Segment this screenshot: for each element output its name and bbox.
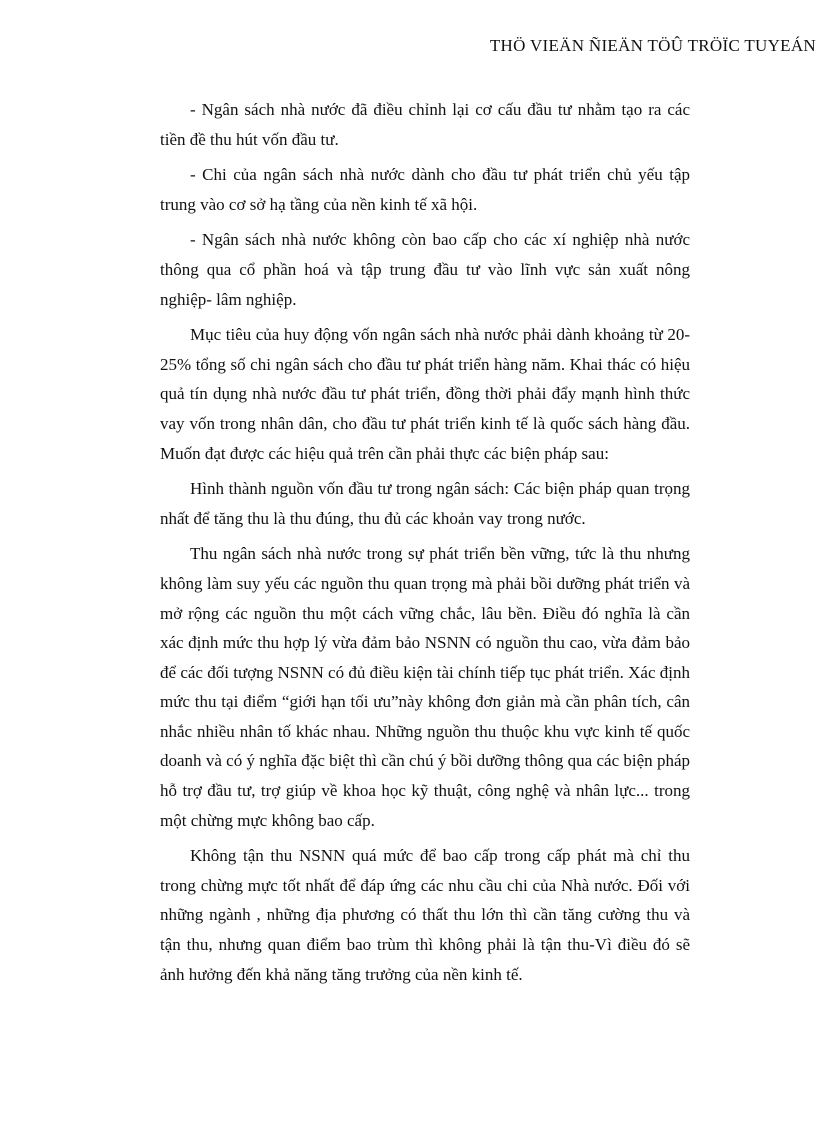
paragraph-1: - Ngân sách nhà nước đã điều chỉnh lại cơ cấu đầu tư nhằm tạo ra các tiền đề thu hút vốn đầu tư. [160, 100, 690, 149]
paragraph-3: - Ngân sách nhà nước không còn bao cấp cho các xí nghiệp nhà nước thông qua cổ phần hoá và tập trung đầu tư vào lĩnh vực sản xuất nông nghiệp- lâm nghiệp. [160, 230, 690, 309]
page-header: THÖ VIEÄN ÑIEÄN TÖÛ TRÖÏC TUYEÁN [489, 36, 816, 55]
paragraph-4: Mục tiêu của huy động vốn ngân sách nhà nước phải dành khoảng từ 20- 25% tổng số chi ngân sách cho đầu tư phát triển hàng năm. Khai thác có hiệu quả tín dụng nhà nước đầu tư phát triển, đồng thời phải đẩy mạnh hình thức vay vốn trong nhân dân, cho đầu tư phát triển kinh tế là quốc sách hàng đầu. Muốn đạt được các hiệu quả trên cần phải thực các biện pháp sau: [160, 325, 690, 463]
document-body [160, 95, 690, 995]
paragraph-5: Hình thành nguồn vốn đầu tư trong ngân sách: Các biện pháp quan trọng nhất để tăng thu là thu đúng, thu đủ các khoản vay trong nước. [160, 479, 690, 528]
paragraph-6: Thu ngân sách nhà nước trong sự phát triển bền vững, tức là thu nhưng không làm suy yếu các nguồn thu quan trọng mà phải bồi dưỡng phát triển và mở rộng các nguồn thu một cách vững chắc, lâu bền. Điều đó nghĩa là cần xác định mức thu hợp lý vừa đảm bảo NSNN có nguồn thu cao, vừa đảm bảo để các đối tượng NSNN có đủ điều kiện tài chính tiếp tục phát triển. Xác định mức thu tại điểm “giới hạn tối ưu”này không đơn giản mà cần phân tích, cân nhắc nhiều nhân tố khác nhau. Những nguồn thu thuộc khu vực kinh tế quốc doanh và có ý nghĩa đặc biệt thì cần chú ý bồi dưỡng thông qua các biện pháp hỗ trợ đầu tư, trợ giúp về khoa học kỹ thuật, công nghệ và nhân lực... trong một chừng mực không bao cấp. [160, 544, 690, 830]
paragraph-2: - Chi của ngân sách nhà nước dành cho đầu tư phát triển chủ yếu tập trung vào cơ sở hạ tầng của nền kinh tế xã hội. [160, 165, 690, 214]
paragraph-7: Không tận thu NSNN quá mức để bao cấp trong cấp phát mà chỉ thu trong chừng mực tốt nhất để đáp ứng các nhu cầu chi của Nhà nước. Đối với những ngành , những địa phương có thất thu lớn thì cần tăng cường thu và tận thu, nhưng quan điểm bao trùm thì không phải là tận thu-Vì điều đó sẽ ảnh hưởng đến khả năng tăng trưởng của nền kinh tế. [160, 846, 690, 984]
